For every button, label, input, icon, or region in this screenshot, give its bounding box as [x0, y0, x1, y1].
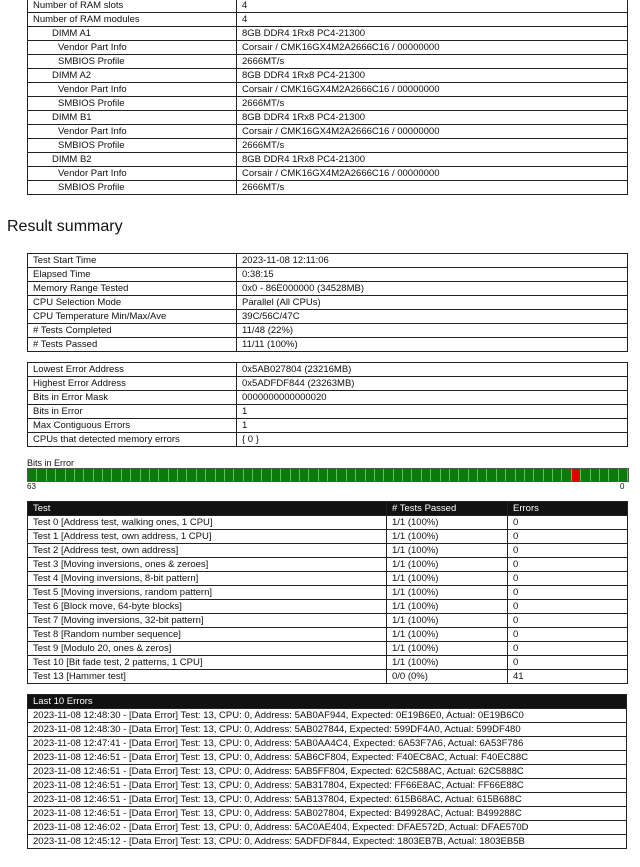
- bit-cell: [375, 469, 384, 481]
- error-log-entry: 2023-11-08 12:48:30 - [Data Error] Test: 13, CPU: 0, Address: 5AB027844, Expected: 599DF4A0, Actual: 599DF480: [28, 723, 627, 737]
- ram-key: Vendor Part Info: [28, 83, 237, 97]
- ram-row: [28, 13, 628, 27]
- bit-cell: [216, 469, 225, 481]
- ram-value: 8GB DDR4 1Rx8 PC4-21300: [237, 69, 628, 83]
- ram-key: SMBIOS Profile: [28, 97, 237, 111]
- bit-cell: [94, 469, 103, 481]
- bit-cell: [553, 469, 562, 481]
- test-row: [28, 586, 628, 600]
- ram-row: [28, 111, 628, 125]
- bit-cell: [169, 469, 178, 481]
- test-errors: 0: [508, 600, 628, 614]
- ram-row: [28, 153, 628, 167]
- bit-cell: [450, 469, 459, 481]
- ram-value: 4: [237, 0, 628, 13]
- test-name: Test 7 [Moving inversions, 32-bit pattern]: [28, 614, 387, 628]
- bit-cell: [244, 469, 253, 481]
- bit-cell: [459, 469, 468, 481]
- ram-row: [28, 97, 628, 111]
- bit-cell: [159, 469, 168, 481]
- bit-cell: [506, 469, 515, 481]
- bit-cell: [47, 469, 56, 481]
- summary-row: [28, 296, 628, 310]
- tests-table: [27, 501, 628, 684]
- summary-row: [28, 282, 628, 296]
- summary-key: Test Start Time: [28, 254, 237, 268]
- bit-cell: [497, 469, 506, 481]
- test-name: Test 9 [Modulo 20, ones & zeros]: [28, 642, 387, 656]
- bit-cell: [347, 469, 356, 481]
- bit-high-label: 63: [27, 482, 36, 491]
- bit-cell: [150, 469, 159, 481]
- bit-cell: [356, 469, 365, 481]
- ram-row: [28, 0, 628, 13]
- ram-value: 8GB DDR4 1Rx8 PC4-21300: [237, 27, 628, 41]
- ram-key: Vendor Part Info: [28, 125, 237, 139]
- bit-low-label: 0: [620, 482, 625, 491]
- bit-cell: [66, 469, 75, 481]
- bit-cell: [394, 469, 403, 481]
- test-row: [28, 516, 628, 530]
- ram-key: DIMM B1: [28, 111, 237, 125]
- bit-cell: [56, 469, 65, 481]
- bit-cell: [272, 469, 281, 481]
- ram-row: [28, 83, 628, 97]
- ram-key: SMBIOS Profile: [28, 139, 237, 153]
- bit-cell: [337, 469, 346, 481]
- ram-key: Vendor Part Info: [28, 167, 237, 181]
- error-log-entry: 2023-11-08 12:48:30 - [Data Error] Test: 13, CPU: 0, Address: 5AB0AF944, Expected: 0E19B6E0, Actual: 0E19B6C0: [28, 709, 627, 723]
- ram-row: [28, 69, 628, 83]
- ram-key: Number of RAM slots: [28, 0, 237, 13]
- tests-passed-column-header: # Tests Passed: [387, 502, 508, 516]
- tests-header-row: [28, 502, 628, 516]
- ram-value: Corsair / CMK16GX4M2A2666C16 / 00000000: [237, 125, 628, 139]
- bit-cell: [187, 469, 196, 481]
- summary-key: Memory Range Tested: [28, 282, 237, 296]
- bit-cell: [178, 469, 187, 481]
- bit-cell: [534, 469, 543, 481]
- bit-cell: [403, 469, 412, 481]
- bit-cell: [619, 469, 628, 481]
- errors-info-row: [28, 419, 628, 433]
- errors-info-key: Bits in Error Mask: [28, 391, 237, 405]
- bit-cell: [103, 469, 112, 481]
- ram-value: 2666MT/s: [237, 181, 628, 195]
- test-errors: 0: [508, 516, 628, 530]
- test-row: [28, 614, 628, 628]
- error-log-entry: 2023-11-08 12:46:51 - [Data Error] Test: 13, CPU: 0, Address: 5AB137804, Expected: 615B68AC, Actual: 615B688C: [28, 793, 627, 807]
- test-row: [28, 628, 628, 642]
- bit-cell: [422, 469, 431, 481]
- ram-row: [28, 125, 628, 139]
- test-column-header: Test: [28, 502, 387, 516]
- bit-cell: [309, 469, 318, 481]
- bit-cell: [609, 469, 618, 481]
- test-name: Test 0 [Address test, walking ones, 1 CPU]: [28, 516, 387, 530]
- test-errors: 0: [508, 558, 628, 572]
- errors-info-row: [28, 433, 628, 447]
- error-log-entry: 2023-11-08 12:47:41 - [Data Error] Test: 13, CPU: 0, Address: 5AB0AA4C4, Expected: 6A53F7A6, Actual: 6A53F786: [28, 737, 627, 751]
- errors-info-row: [28, 363, 628, 377]
- bit-cell: [544, 469, 553, 481]
- test-row: [28, 642, 628, 656]
- ram-value: 8GB DDR4 1Rx8 PC4-21300: [237, 153, 628, 167]
- test-passed: 1/1 (100%): [387, 572, 508, 586]
- ram-key: DIMM A1: [28, 27, 237, 41]
- bit-cell: [478, 469, 487, 481]
- errors-info-row: [28, 405, 628, 419]
- test-row: [28, 544, 628, 558]
- summary-value: 0:38:15: [237, 268, 628, 282]
- errors-info-key: Highest Error Address: [28, 377, 237, 391]
- error-log-row: [28, 751, 627, 765]
- summary-value: 11/48 (22%): [237, 324, 628, 338]
- test-passed: 0/0 (0%): [387, 670, 508, 684]
- test-passed: 1/1 (100%): [387, 544, 508, 558]
- error-log-entry: 2023-11-08 12:46:51 - [Data Error] Test: 13, CPU: 0, Address: 5AB5FF804, Expected: 62C588AC, Actual: 62C5888C: [28, 765, 627, 779]
- summary-key: Elapsed Time: [28, 268, 237, 282]
- bit-cell: [487, 469, 496, 481]
- errors-info-value: 0000000000000020: [237, 391, 628, 405]
- errors-info-key: CPUs that detected memory errors: [28, 433, 237, 447]
- bit-cell: [28, 469, 37, 481]
- bit-cell: [206, 469, 215, 481]
- last-errors-header-row: [28, 695, 627, 709]
- ram-value: Corsair / CMK16GX4M2A2666C16 / 00000000: [237, 83, 628, 97]
- summary-row: [28, 338, 628, 352]
- errors-info-key: Bits in Error: [28, 405, 237, 419]
- ram-row: [28, 55, 628, 69]
- test-name: Test 10 [Bit fade test, 2 patterns, 1 CPU]: [28, 656, 387, 670]
- errors-info-key: Max Contiguous Errors: [28, 419, 237, 433]
- error-log-entry: 2023-11-08 12:45:12 - [Data Error] Test: 13, CPU: 0, Address: 5ADFDF844, Expected: 1803EB7B, Actual: 1803EB5B: [28, 835, 627, 849]
- bit-cell: [281, 469, 290, 481]
- test-errors: 0: [508, 586, 628, 600]
- test-name: Test 13 [Hammer test]: [28, 670, 387, 684]
- error-log-row: [28, 737, 627, 751]
- bit-cell: [384, 469, 393, 481]
- test-name: Test 2 [Address test, own address]: [28, 544, 387, 558]
- bit-cell: [75, 469, 84, 481]
- errors-info-value: { 0 }: [237, 433, 628, 447]
- test-row: [28, 656, 628, 670]
- error-log-row: [28, 765, 627, 779]
- error-log-row: [28, 807, 627, 821]
- test-name: Test 1 [Address test, own address, 1 CPU]: [28, 530, 387, 544]
- ram-row: [28, 139, 628, 153]
- ram-value: 2666MT/s: [237, 97, 628, 111]
- errors-info-value: 0x5AB027804 (23216MB): [237, 363, 628, 377]
- summary-row: [28, 254, 628, 268]
- bit-cell: [319, 469, 328, 481]
- ram-value: 8GB DDR4 1Rx8 PC4-21300: [237, 111, 628, 125]
- test-name: Test 8 [Random number sequence]: [28, 628, 387, 642]
- error-log-entry: 2023-11-08 12:46:51 - [Data Error] Test: 13, CPU: 0, Address: 5AB6CF804, Expected: F40EC8AC, Actual: F40EC88C: [28, 751, 627, 765]
- summary-table: [27, 253, 628, 352]
- ram-value: 2666MT/s: [237, 55, 628, 69]
- bit-cell: [516, 469, 525, 481]
- bit-cell: [328, 469, 337, 481]
- error-log-row: [28, 723, 627, 737]
- bit-cell: [431, 469, 440, 481]
- ram-value: Corsair / CMK16GX4M2A2666C16 / 00000000: [237, 41, 628, 55]
- ram-key: Vendor Part Info: [28, 41, 237, 55]
- summary-value: 11/11 (100%): [237, 338, 628, 352]
- test-row: [28, 558, 628, 572]
- test-errors: 0: [508, 614, 628, 628]
- ram-row: [28, 27, 628, 41]
- test-name: Test 6 [Block move, 64-byte blocks]: [28, 600, 387, 614]
- bit-cell: [412, 469, 421, 481]
- bit-cell: [112, 469, 121, 481]
- errors-column-header: Errors: [508, 502, 628, 516]
- bit-cell: [37, 469, 46, 481]
- test-passed: 1/1 (100%): [387, 600, 508, 614]
- ram-key: Number of RAM modules: [28, 13, 237, 27]
- summary-row: [28, 268, 628, 282]
- error-log-entry: 2023-11-08 12:46:51 - [Data Error] Test: 13, CPU: 0, Address: 5AB317804, Expected: FF66E8AC, Actual: FF66E88C: [28, 779, 627, 793]
- summary-row: [28, 310, 628, 324]
- test-passed: 1/1 (100%): [387, 656, 508, 670]
- test-passed: 1/1 (100%): [387, 628, 508, 642]
- test-name: Test 5 [Moving inversions, random pattern]: [28, 586, 387, 600]
- bit-cell: [262, 469, 271, 481]
- bit-cell: [562, 469, 571, 481]
- test-row: [28, 670, 628, 684]
- ram-row: [28, 41, 628, 55]
- ram-key: SMBIOS Profile: [28, 55, 237, 69]
- summary-row: [28, 324, 628, 338]
- test-passed: 1/1 (100%): [387, 530, 508, 544]
- bit-cell: [291, 469, 300, 481]
- test-passed: 1/1 (100%): [387, 558, 508, 572]
- ram-key: SMBIOS Profile: [28, 181, 237, 195]
- error-log-entry: 2023-11-08 12:46:51 - [Data Error] Test: 13, CPU: 0, Address: 5AB027804, Expected: B49928AC, Actual: B499288C: [28, 807, 627, 821]
- result-summary-heading: Result summary: [7, 218, 123, 235]
- test-errors: 0: [508, 628, 628, 642]
- error-log-row: [28, 821, 627, 835]
- bit-cell: [141, 469, 150, 481]
- test-passed: 1/1 (100%): [387, 614, 508, 628]
- test-passed: 1/1 (100%): [387, 586, 508, 600]
- error-log-entry: 2023-11-08 12:46:02 - [Data Error] Test: 13, CPU: 0, Address: 5AC0AE404, Expected: DFAE572D, Actual: DFAE570D: [28, 821, 627, 835]
- ram-value: 4: [237, 13, 628, 27]
- bit-cell: [600, 469, 609, 481]
- ram-info-table: [27, 0, 628, 195]
- summary-value: 2023-11-08 12:11:06: [237, 254, 628, 268]
- error-log-row: [28, 779, 627, 793]
- ram-key: DIMM A2: [28, 69, 237, 83]
- bit-cell: [253, 469, 262, 481]
- summary-value: 0x0 - 86E000000 (34528MB): [237, 282, 628, 296]
- error-log-row: [28, 835, 627, 849]
- errors-info-key: Lowest Error Address: [28, 363, 237, 377]
- ram-value: 2666MT/s: [237, 139, 628, 153]
- test-errors: 0: [508, 530, 628, 544]
- bit-cell: [572, 469, 581, 481]
- bits-in-error-label: Bits in Error: [27, 458, 75, 468]
- summary-key: # Tests Passed: [28, 338, 237, 352]
- errors-info-row: [28, 377, 628, 391]
- summary-value: Parallel (All CPUs): [237, 296, 628, 310]
- last-errors-table: [27, 694, 627, 849]
- test-errors: 0: [508, 544, 628, 558]
- bits-in-error-bar: [27, 468, 629, 482]
- errors-info-row: [28, 391, 628, 405]
- errors-info-value: 0x5ADFDF844 (23263MB): [237, 377, 628, 391]
- summary-key: CPU Temperature Min/Max/Ave: [28, 310, 237, 324]
- summary-key: # Tests Completed: [28, 324, 237, 338]
- bit-cell: [525, 469, 534, 481]
- bit-cell: [234, 469, 243, 481]
- test-errors: 0: [508, 656, 628, 670]
- bit-cell: [581, 469, 590, 481]
- errors-info-value: 1: [237, 419, 628, 433]
- bit-cell: [84, 469, 93, 481]
- bit-cell: [591, 469, 600, 481]
- ram-row: [28, 167, 628, 181]
- bit-cell: [197, 469, 206, 481]
- test-passed: 1/1 (100%): [387, 642, 508, 656]
- bit-cell: [131, 469, 140, 481]
- test-errors: 0: [508, 642, 628, 656]
- errors-info-value: 1: [237, 405, 628, 419]
- test-row: [28, 572, 628, 586]
- bit-cell: [469, 469, 478, 481]
- bit-cell: [441, 469, 450, 481]
- ram-row: [28, 181, 628, 195]
- test-errors: 0: [508, 572, 628, 586]
- bit-cell: [366, 469, 375, 481]
- test-name: Test 4 [Moving inversions, 8-bit pattern]: [28, 572, 387, 586]
- bit-cell: [122, 469, 131, 481]
- test-row: [28, 600, 628, 614]
- error-log-row: [28, 709, 627, 723]
- test-name: Test 3 [Moving inversions, ones & zeroes]: [28, 558, 387, 572]
- test-errors: 41: [508, 670, 628, 684]
- error-info-table: [27, 362, 628, 447]
- ram-value: Corsair / CMK16GX4M2A2666C16 / 00000000: [237, 167, 628, 181]
- last-errors-header: Last 10 Errors: [28, 695, 627, 709]
- ram-key: DIMM B2: [28, 153, 237, 167]
- bit-cell: [225, 469, 234, 481]
- summary-value: 39C/56C/47C: [237, 310, 628, 324]
- error-log-row: [28, 793, 627, 807]
- bit-cell: [300, 469, 309, 481]
- test-passed: 1/1 (100%): [387, 516, 508, 530]
- summary-key: CPU Selection Mode: [28, 296, 237, 310]
- test-row: [28, 530, 628, 544]
